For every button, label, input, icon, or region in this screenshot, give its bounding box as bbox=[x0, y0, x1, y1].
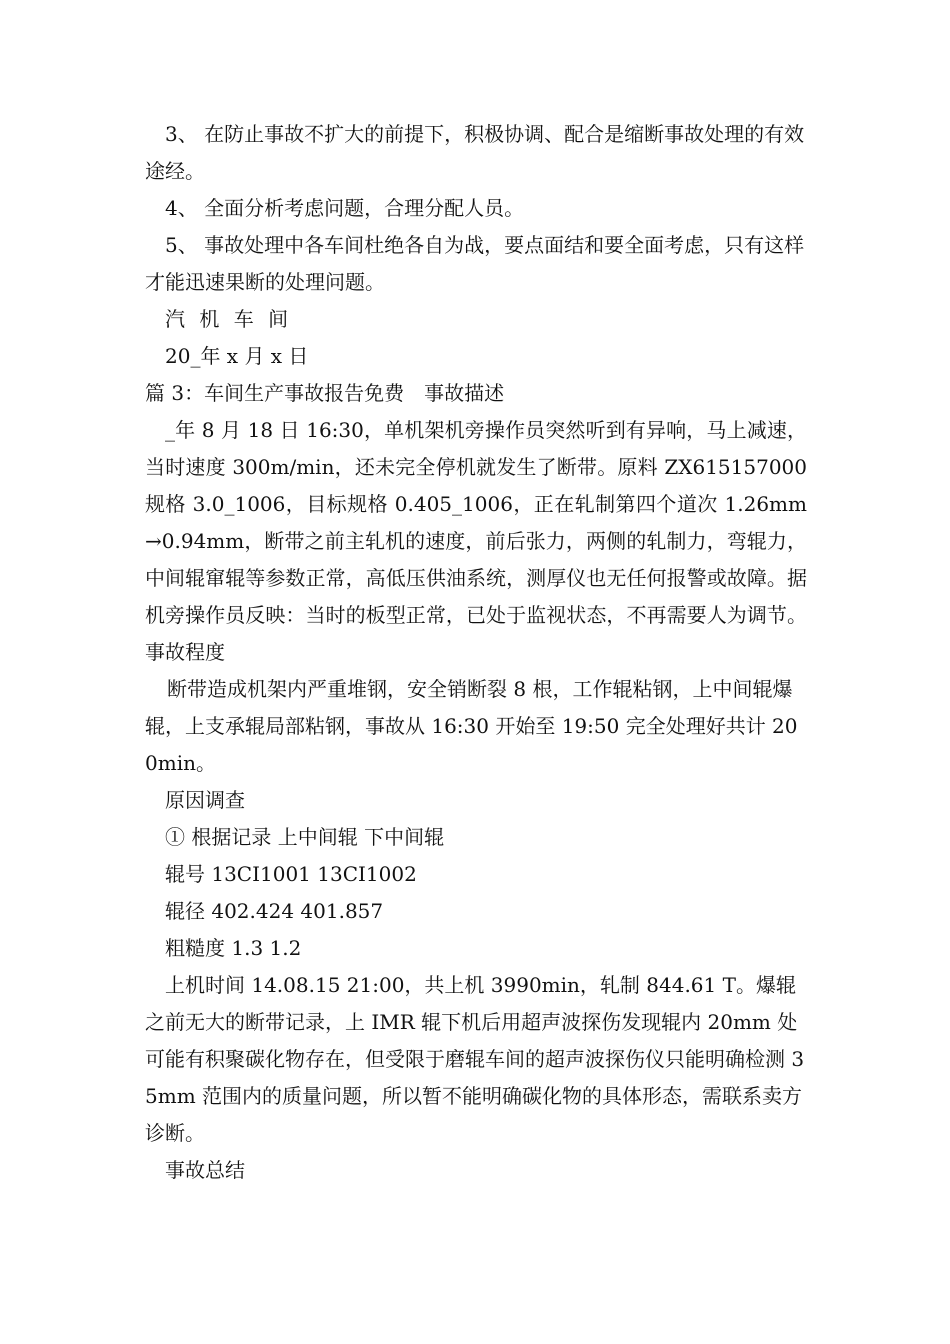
paragraph-item-3: 3、 在防止事故不扩大的前提下，积极协调、配合是缩断事故处理的有效途经。 bbox=[145, 122, 805, 183]
cause-investigation-heading: 原因调查 bbox=[165, 788, 245, 812]
roll-record-header: ① 根据记录 上中间辊 下中间辊 bbox=[165, 825, 445, 849]
roughness-row: 粗糙度 1.3 1.2 bbox=[165, 936, 302, 960]
section-heading: 篇 3：车间生产事故报告免费 事故描述 bbox=[145, 381, 505, 405]
incident-severity: 断带造成机架内严重堆钢，安全销断裂 8 根，工作辊粘钢，上中间辊爆辊，上支承辊局部粘钢，事故从 16:30 开始至 19:50 完全处理好共计 200min。 bbox=[145, 677, 798, 775]
incident-description: _年 8 月 18 日 16:30，单机架机旁操作员突然听到有异响，马上减速，当时速度 300m/min，还未完全停机就发生了断带。原料 ZX615157000 规格 3.0_1006，目标规格 0.405_1006，正在轧制第四个道次 1.26mm→0.94mm，断带之前主轧机的速度，前后张力，两侧的轧制力，弯辊力，中间辊窜辊等参数正常，高低压供油系统，测厚仪也无任何报警或故障。据机旁操作员反映：当时的板型正常，已处于监视状态，不再需要人为调节。 事故程度 bbox=[145, 418, 807, 664]
roll-diameter-row: 辊径 402.424 401.857 bbox=[165, 899, 384, 923]
signature-date: 20_年 x 月 x 日 bbox=[165, 344, 309, 368]
department-signature: 汽 机 车 间 bbox=[165, 307, 293, 331]
document-body bbox=[145, 116, 807, 1189]
roll-number-row: 辊号 13CI1001 13CI1002 bbox=[165, 862, 417, 886]
roll-analysis: 上机时间 14.08.15 21:00，共上机 3990min，轧制 844.61 T。爆辊之前无大的断带记录，上 IMR 辊下机后用超声波探伤发现辊内 20mm 处可能有积聚碳化物存在，但受限于磨辊车间的超声波探伤仪只能明确检测 35mm 范围内的质量问题，所以暂不能明确碳化物的具体形态，需联系卖方诊断。 bbox=[145, 973, 805, 1145]
incident-summary-heading: 事故总结 bbox=[165, 1158, 245, 1182]
paragraph-item-4: 4、 全面分析考虑问题，合理分配人员。 bbox=[165, 196, 525, 220]
paragraph-item-5: 5、 事故处理中各车间杜绝各自为战，要点面结和要全面考虑，只有这样才能迅速果断的处理问题。 bbox=[145, 233, 805, 294]
